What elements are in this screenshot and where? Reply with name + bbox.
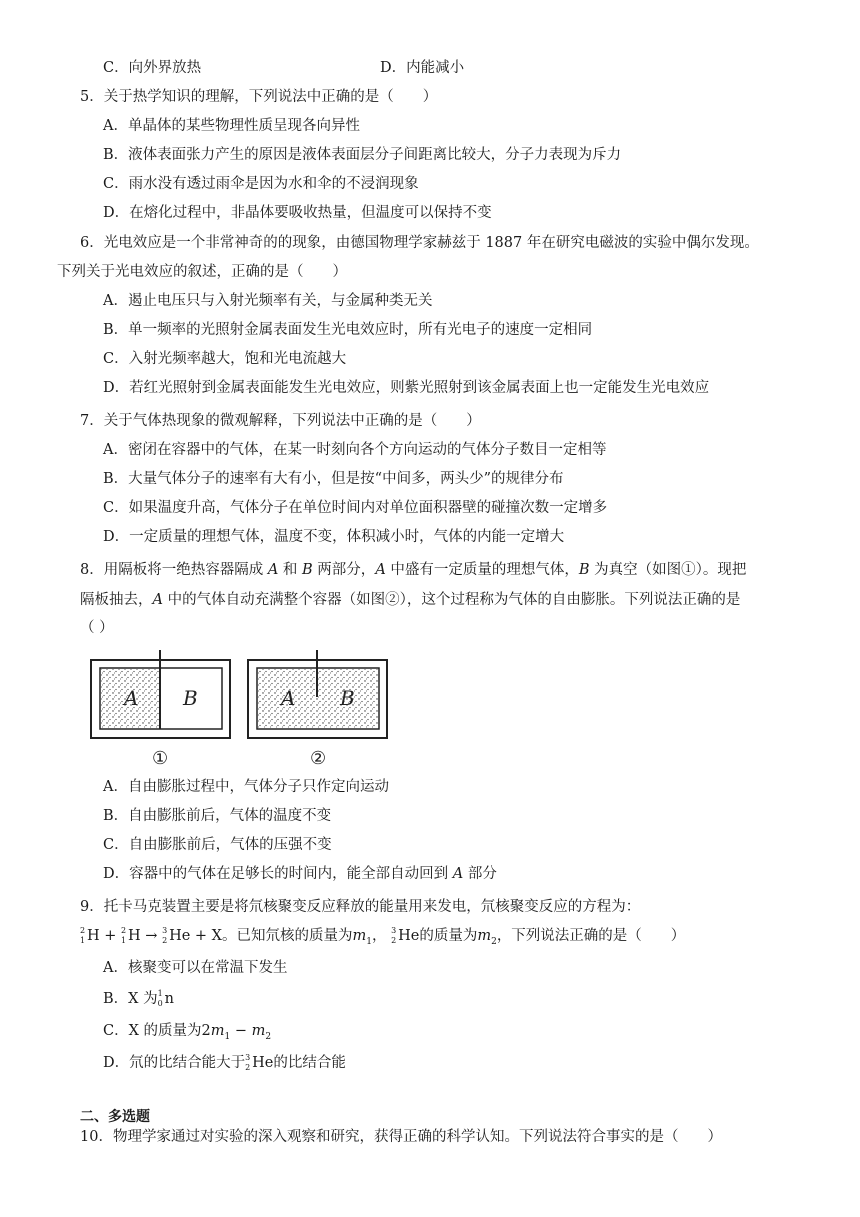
q9-equation-line: 2 1 H + 2 1 H → 3 2 He + X。已知氘核的质量为$m_1$， 3 2 He的质量为$m_2$，下列说法正确的是（ ）	[80, 926, 686, 947]
fig2-label-a: A	[281, 686, 296, 710]
fig1-label-a: A	[124, 686, 139, 710]
q5-stem: 5．关于热学知识的理解，下列说法中正确的是（ ）	[80, 89, 438, 105]
fig1-label-b: B	[183, 686, 198, 710]
q5-option-a: A．单晶体的某些物理性质呈现各向异性	[103, 118, 360, 134]
q8-option-d: D．容器中的气体在足够长的时间内，能全部自动回到 A 部分	[103, 866, 497, 882]
q8-stem-line2: 隔板抽去，A 中的气体自动充满整个容器（如图②），这个过程称为气体的自由膨胀。下列说法正确的是	[80, 592, 741, 608]
q10-stem: 10．物理学家通过对实验的深入观察和研究，获得正确的科学认知。下列说法符合事实的是（ ）	[80, 1129, 722, 1145]
q8-stem-line1: 8．用隔板将一绝热容器隔成 A 和 B 两部分，A 中盛有一定质量的理想气体，B 为真空（如图①）。现把	[80, 562, 747, 578]
isotope-h2: 2 1	[80, 926, 86, 945]
figure-2	[248, 650, 387, 769]
q8-option-a: A．自由膨胀过程中，气体分子只作定向运动	[103, 779, 389, 795]
q4-option-c: C．向外界放热	[103, 60, 202, 76]
q6-option-a: A．遏止电压只与入射光频率有关，与金属种类无关	[103, 293, 433, 309]
q6-option-c: C．入射光频率越大，饱和光电流越大	[103, 351, 347, 367]
q6-stem-line1: 6．光电效应是一个非常神奇的的现象，由德国物理学家赫兹于 1887 年在研究电磁波的实验中偶尔发现。	[80, 235, 759, 251]
q5-option-c: C．雨水没有透过雨伞是因为水和伞的不浸润现象	[103, 176, 419, 192]
isotope-he3: 3 2	[162, 926, 168, 945]
q6-stem-line2: 下列关于光电效应的叙述，正确的是（ ）	[57, 264, 347, 280]
fig1-caption: ①	[152, 748, 169, 769]
q7-option-a: A．密闭在容器中的气体，在某一时刻向各个方向运动的气体分子数目一定相等	[103, 442, 607, 458]
q9-option-b: B．X 为 1 0 n	[103, 989, 174, 1008]
q4-option-d: D．内能减小	[380, 60, 465, 76]
fig2-caption: ②	[310, 748, 327, 769]
q6-option-d: D．若红光照射到金属表面能发生光电效应，则紫光照射到该金属表面上也一定能发生光电效应	[103, 380, 710, 396]
section-title-multiple-choice: 二、多选题	[80, 1109, 150, 1125]
q8-option-c: C．自由膨胀前后，气体的压强不变	[103, 837, 332, 853]
figure-1	[91, 650, 230, 769]
q7-stem: 7．关于气体热现象的微观解释，下列说法中正确的是（ ）	[80, 413, 481, 429]
q5-option-b: B．液体表面张力产生的原因是液体表面层分子间距离比较大，分子力表现为斥力	[103, 147, 622, 163]
q7-option-c: C．如果温度升高，气体分子在单位时间内对单位面积器壁的碰撞次数一定增多	[103, 500, 608, 516]
q8-container-figure	[88, 650, 388, 770]
q6-option-b: B．单一频率的光照射金属表面发生光电效应时，所有光电子的速度一定相同	[103, 322, 593, 338]
q7-option-d: D．一定质量的理想气体，温度不变，体积减小时，气体的内能一定增大	[103, 529, 565, 545]
q8-option-b: B．自由膨胀前后，气体的温度不变	[103, 808, 332, 824]
q9-option-a: A．核聚变可以在常温下发生	[103, 960, 288, 976]
q8-stem-line3: （ ）	[80, 620, 114, 636]
q5-option-d: D．在熔化过程中，非晶体要吸收热量，但温度可以保持不变	[103, 205, 492, 221]
q9-option-c: C．X 的质量为$2m_1 - m_2$	[103, 1023, 272, 1042]
arrow-icon: →	[140, 928, 163, 944]
fig2-label-b: B	[340, 686, 355, 710]
q9-option-d: D．氘的比结合能大于 3 2 He的比结合能	[103, 1053, 346, 1072]
q7-option-b: B．大量气体分子的速率有大有小，但是按“中间多，两头少”的规律分布	[103, 471, 564, 487]
q9-stem-line1: 9．托卡马克装置主要是将氘核聚变反应释放的能量用来发电，氘核聚变反应的方程为：	[80, 899, 641, 915]
